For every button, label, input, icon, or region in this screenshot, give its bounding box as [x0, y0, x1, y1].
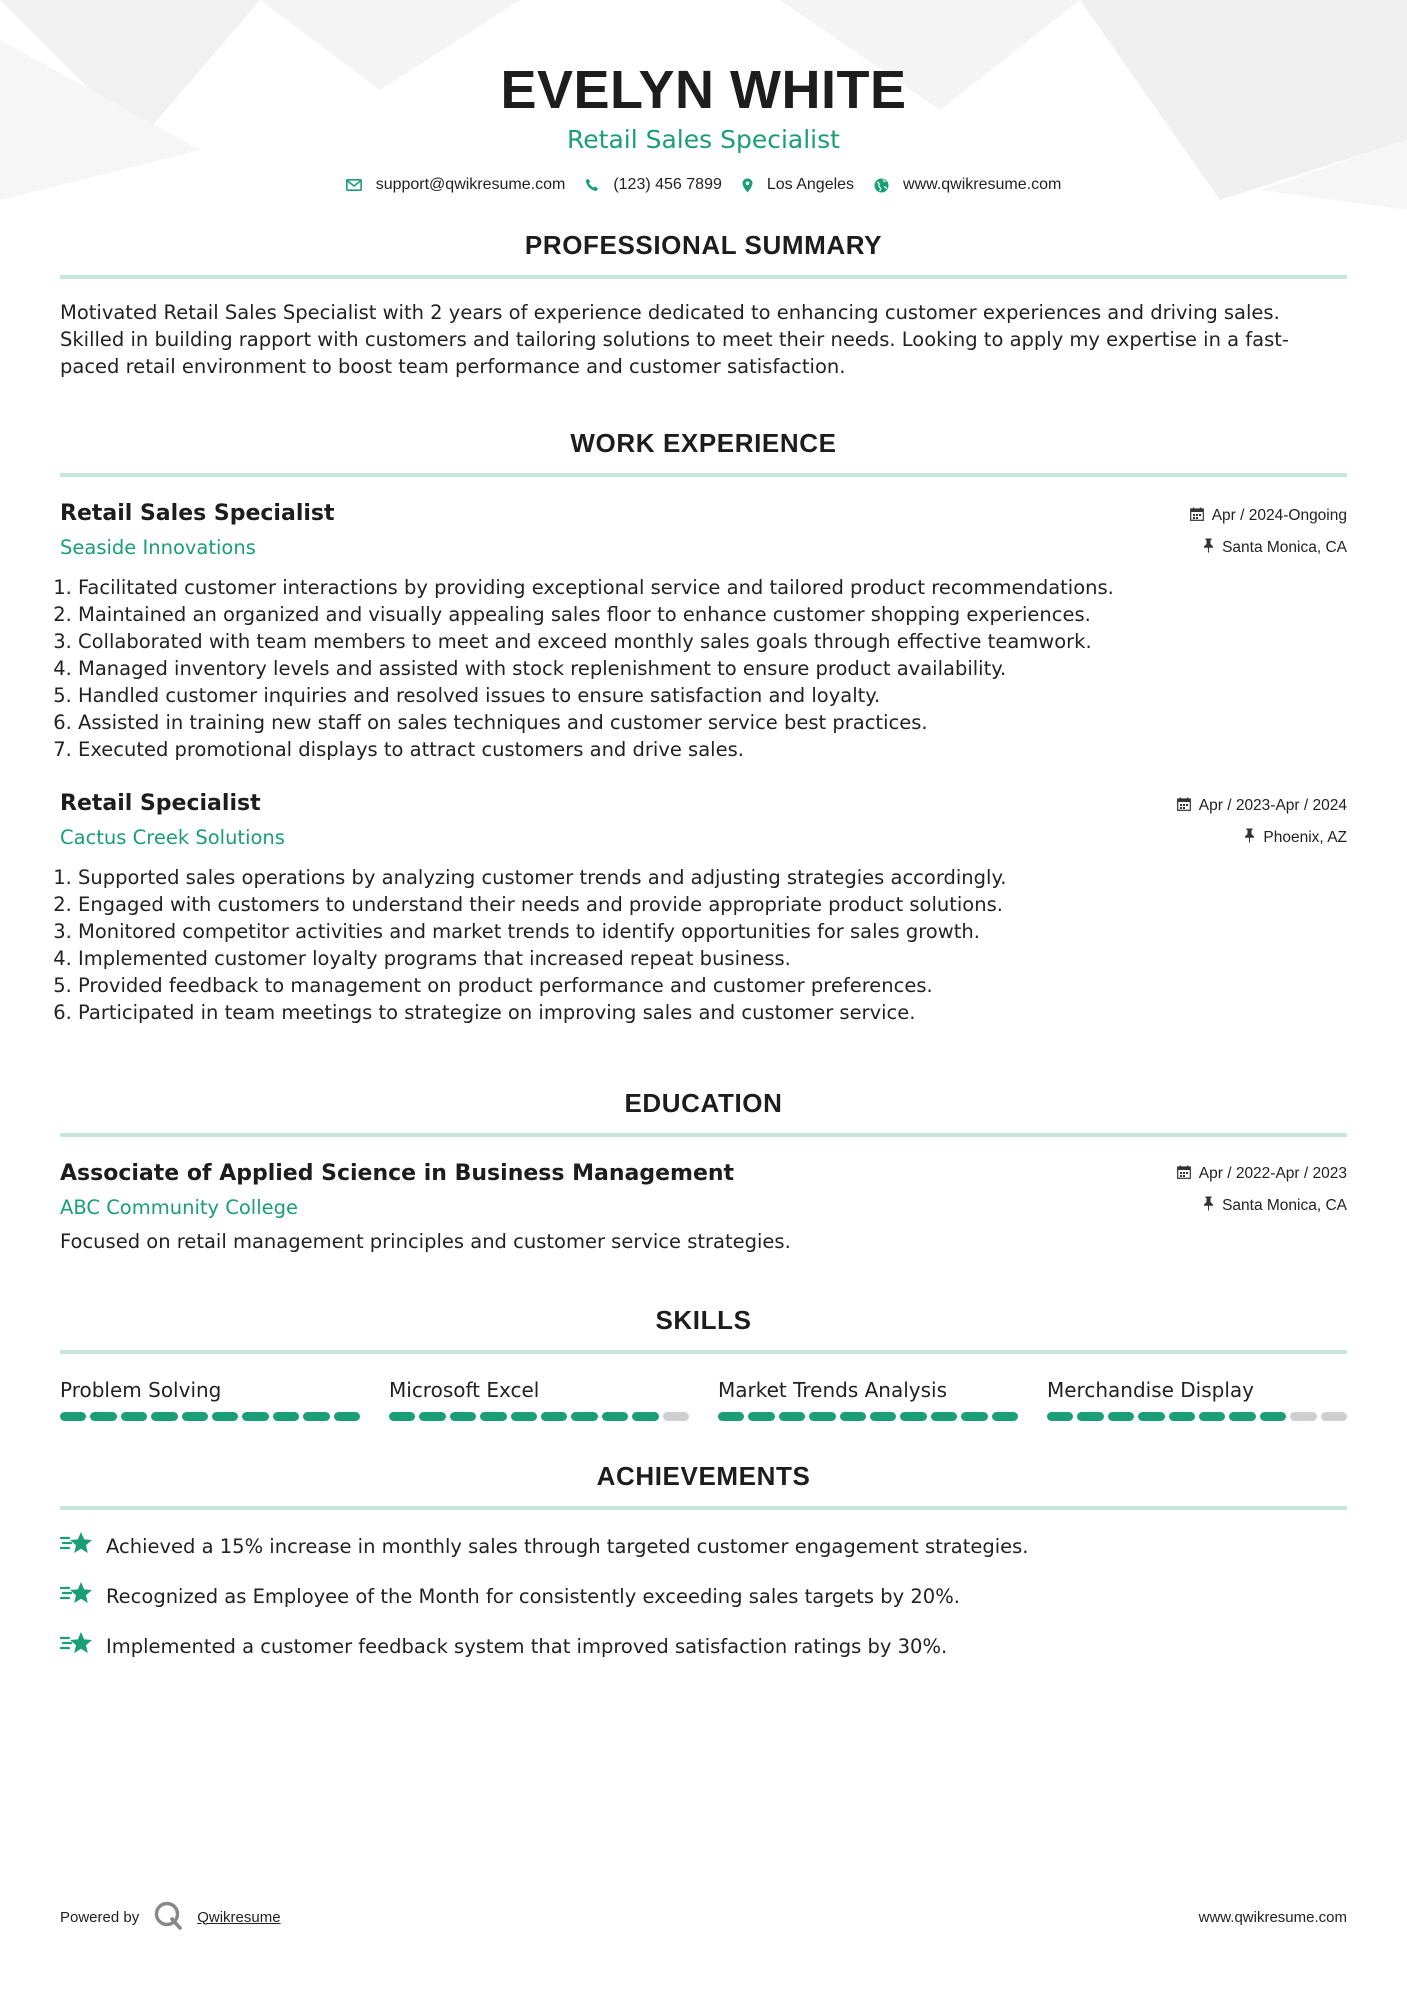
- footer-website-link[interactable]: www.qwikresume.com: [1198, 1908, 1347, 1926]
- skill-segment-filled: [273, 1412, 299, 1421]
- list-item: 4. Implemented customer loyalty programs that increased repeat business.: [78, 945, 1347, 972]
- job-company: Cactus Creek Solutions: [60, 826, 285, 849]
- job-location: Phoenix, AZ: [1263, 829, 1347, 846]
- skill-segment-filled: [334, 1412, 360, 1421]
- skill-segment-filled: [718, 1412, 744, 1421]
- list-item: 1. Facilitated customer interactions by providing exceptional service and tailored product recommendations.: [78, 574, 1347, 601]
- summary-text: Motivated Retail Sales Specialist with 2 years of experience dedicated to enhancing customer experiences and driving sales. Skilled in building rapport with customers and tailoring solutions to meet their needs. Looking to apply my expertise in a fast-paced retail environment to boost team performance and customer satisfaction.: [60, 301, 1289, 378]
- list-item: 2. Maintained an organized and visually appealing sales floor to enhance customer shopping experiences.: [78, 601, 1347, 628]
- contact-email[interactable]: [346, 176, 566, 194]
- job-duties-list: [60, 574, 1347, 763]
- skill-segment-empty: [663, 1412, 689, 1421]
- skill-segment-filled: [450, 1412, 476, 1421]
- achievements-section-title: ACHIEVEMENTS: [60, 1461, 1347, 1510]
- skill-segment-filled: [1077, 1412, 1103, 1421]
- skill-item: [60, 1376, 360, 1421]
- skill-level-bar: [718, 1412, 1018, 1421]
- job-company: Seaside Innovations: [60, 536, 256, 559]
- achievement-text: Implemented a customer feedback system that improved satisfaction ratings by 30%.: [106, 1635, 948, 1658]
- powered-by-label: Powered by: [60, 1908, 140, 1926]
- candidate-role: Retail Sales Specialist: [567, 125, 840, 154]
- skill-segment-filled: [1047, 1412, 1073, 1421]
- list-item: 3. Collaborated with team members to meet and exceed monthly sales goals through effective teamwork.: [78, 628, 1347, 655]
- skill-segment-filled: [809, 1412, 835, 1421]
- location-text: Los Angeles: [766, 176, 855, 193]
- achievements-list: [60, 1530, 1347, 1663]
- skill-level-bar: [60, 1412, 360, 1421]
- skill-segment-filled: [182, 1412, 208, 1421]
- job-location: Santa Monica, CA: [1222, 539, 1347, 556]
- skill-segment-filled: [961, 1412, 987, 1421]
- list-item: 7. Executed promotional displays to attract customers and drive sales.: [78, 736, 1347, 763]
- skill-name: Microsoft Excel: [389, 1378, 540, 1402]
- skill-segment-filled: [541, 1412, 567, 1421]
- job-title: Retail Sales Specialist: [60, 501, 335, 526]
- skill-segment-filled: [121, 1412, 147, 1421]
- summary-section-title: PROFESSIONAL SUMMARY: [60, 230, 1347, 279]
- skill-segment-filled: [389, 1412, 415, 1421]
- job-entry: [60, 499, 1347, 763]
- achievement-text: Achieved a 15% increase in monthly sales through targeted customer engagement strategies.: [106, 1535, 1029, 1558]
- skills-grid: [60, 1376, 1347, 1421]
- skill-segment-filled: [571, 1412, 597, 1421]
- skill-level-bar: [389, 1412, 689, 1421]
- school-name: ABC Community College: [60, 1196, 298, 1219]
- list-item: [60, 1530, 1347, 1563]
- skill-segment-filled: [931, 1412, 957, 1421]
- contact-location: [742, 176, 854, 194]
- skill-segment-filled: [1169, 1412, 1195, 1421]
- list-item: 4. Managed inventory levels and assisted with stock replenishment to ensure product availability.: [78, 655, 1347, 682]
- shooting-star-icon: [60, 1630, 94, 1663]
- email-text: support@qwikresume.com: [375, 176, 566, 193]
- page-footer: [60, 1900, 1347, 1934]
- education-entry: [60, 1159, 1347, 1255]
- skill-segment-filled: [511, 1412, 537, 1421]
- job-dates: Apr / 2023-Apr / 2024: [1198, 797, 1347, 814]
- skill-segment-filled: [779, 1412, 805, 1421]
- skill-segment-filled: [1199, 1412, 1225, 1421]
- calendar-icon: [1190, 507, 1204, 526]
- list-item: 2. Engaged with customers to understand their needs and provide appropriate product solutions.: [78, 891, 1347, 918]
- job-entry: [60, 789, 1347, 1026]
- map-pin-icon: [742, 178, 753, 193]
- pushpin-icon: [1244, 828, 1255, 848]
- list-item: 5. Handled customer inquiries and resolved issues to ensure satisfaction and loyalty.: [78, 682, 1347, 709]
- globe-icon: [874, 178, 889, 193]
- pushpin-icon: [1203, 538, 1214, 558]
- list-item: [60, 1580, 1347, 1613]
- skill-segment-filled: [90, 1412, 116, 1421]
- skill-name: Problem Solving: [60, 1378, 222, 1402]
- education-description: Focused on retail management principles and customer service strategies.: [60, 1230, 791, 1253]
- skill-segment-filled: [303, 1412, 329, 1421]
- skill-segment-filled: [1138, 1412, 1164, 1421]
- shooting-star-icon: [60, 1530, 94, 1563]
- candidate-name: EVELYN WHITE: [500, 60, 907, 120]
- skill-segment-filled: [900, 1412, 926, 1421]
- skill-segment-filled: [870, 1412, 896, 1421]
- skill-segment-filled: [60, 1412, 86, 1421]
- pushpin-icon: [1203, 1196, 1214, 1216]
- skill-segment-empty: [1290, 1412, 1316, 1421]
- skill-segment-filled: [602, 1412, 628, 1421]
- envelope-icon: [346, 179, 362, 191]
- degree-title: Associate of Applied Science in Business Management: [60, 1161, 735, 1186]
- job-dates: Apr / 2024-Ongoing: [1211, 507, 1347, 524]
- skill-segment-filled: [748, 1412, 774, 1421]
- list-item: 5. Provided feedback to management on product performance and customer preferences.: [78, 972, 1347, 999]
- contact-website[interactable]: [874, 176, 1061, 194]
- skills-section-title: SKILLS: [60, 1305, 1347, 1354]
- skill-segment-filled: [480, 1412, 506, 1421]
- experience-section-title: WORK EXPERIENCE: [60, 428, 1347, 477]
- achievement-text: Recognized as Employee of the Month for consistently exceeding sales targets by 20%.: [106, 1585, 960, 1608]
- calendar-icon: [1177, 1165, 1191, 1184]
- shooting-star-icon: [60, 1580, 94, 1613]
- education-dates: Apr / 2022-Apr / 2023: [1198, 1165, 1347, 1182]
- list-item: 1. Supported sales operations by analyzing customer trends and adjusting strategies accordingly.: [78, 864, 1347, 891]
- contact-bar: [60, 176, 1347, 194]
- skill-segment-filled: [632, 1412, 658, 1421]
- skill-segment-filled: [992, 1412, 1018, 1421]
- skill-name: Market Trends Analysis: [718, 1378, 948, 1402]
- job-title: Retail Specialist: [60, 791, 261, 816]
- list-item: 6. Participated in team meetings to strategize on improving sales and customer service.: [78, 999, 1347, 1026]
- skill-segment-filled: [419, 1412, 445, 1421]
- calendar-icon: [1177, 797, 1191, 816]
- contact-phone[interactable]: [585, 176, 722, 194]
- skill-segment-filled: [1229, 1412, 1255, 1421]
- phone-icon: [585, 178, 599, 192]
- job-duties-list: [60, 864, 1347, 1026]
- brand-link[interactable]: Qwikresume: [197, 1908, 281, 1926]
- skill-item: [389, 1376, 689, 1421]
- education-location: Santa Monica, CA: [1222, 1197, 1347, 1214]
- skill-name: Merchandise Display: [1047, 1378, 1255, 1402]
- list-item: [60, 1630, 1347, 1663]
- list-item: 6. Assisted in training new staff on sales techniques and customer service best practices.: [78, 709, 1347, 736]
- skill-segment-empty: [1321, 1412, 1347, 1421]
- skill-item: [718, 1376, 1018, 1421]
- qwikresume-logo-icon: [153, 1900, 183, 1934]
- skill-segment-filled: [1260, 1412, 1286, 1421]
- skill-segment-filled: [242, 1412, 268, 1421]
- skill-level-bar: [1047, 1412, 1347, 1421]
- skill-segment-filled: [1108, 1412, 1134, 1421]
- skill-segment-filled: [840, 1412, 866, 1421]
- skill-segment-filled: [151, 1412, 177, 1421]
- skill-segment-filled: [212, 1412, 238, 1421]
- phone-text: (123) 456 7899: [613, 176, 722, 193]
- website-text: www.qwikresume.com: [903, 176, 1062, 193]
- education-section-title: EDUCATION: [60, 1088, 1347, 1137]
- skill-item: [1047, 1376, 1347, 1421]
- list-item: 3. Monitored competitor activities and market trends to identify opportunities for sales growth.: [78, 918, 1347, 945]
